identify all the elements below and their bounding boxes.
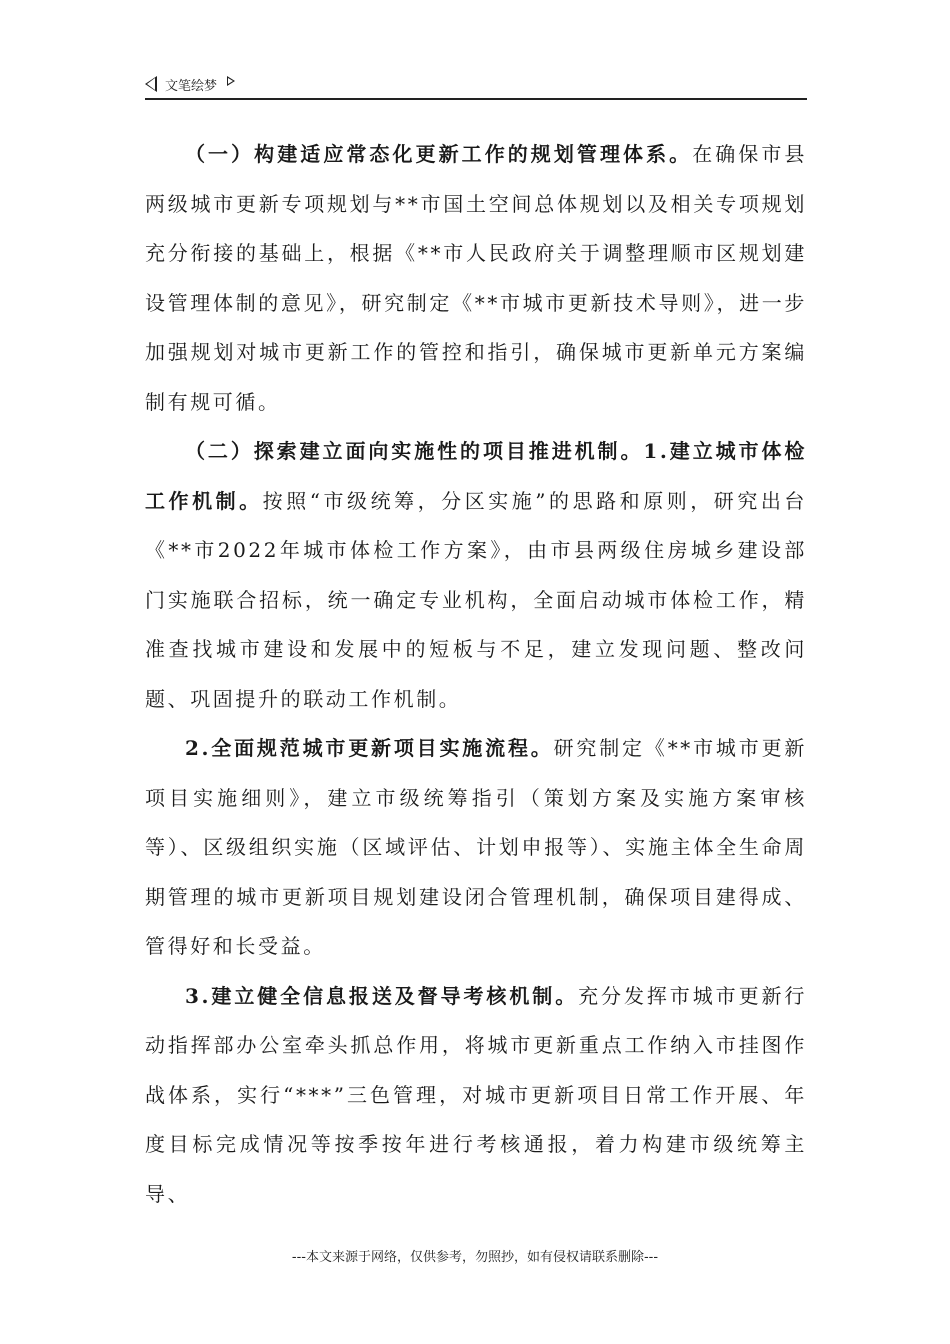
paragraph-4-text: 充分发挥市城市更新行动指挥部办公室牵头抓总作用，将城市更新重点工作纳入市挂图作战体系，实行“***”三色管理，对城市更新项目日常工作开展、年度目标完成情况等按季按年进行考核通报，着力构建市级统筹主导、 [145,983,808,1206]
header-brand [145,72,807,96]
paragraph-3 [145,724,807,972]
brand-label: 文笔绘梦 [165,78,218,94]
page-footer [0,1246,950,1265]
paragraph-3-text: 研究制定《**市城市更新项目实施细则》，建立市级统筹指引（策划方案及实施方案审核等）、区级组织实施（区域评估、计划申报等）、实施主体全生命周期管理的城市更新项目规划建设闭合管理机制，确保项目建得成、管得好和长受益。 [145,736,807,958]
triangle-left-icon [145,76,157,92]
paragraph-4 [145,972,807,1220]
paragraph-2-heading: （二）探索建立面向实施性的项目推进机制。1.建立城市体检工作机制。 [145,439,807,513]
paragraph-1-text: 在确保市县两级城市更新专项规划与**市国土空间总体规划以及相关专项规划充分衔接的基础上，根据《**市人民政府关于调整理顺市区规划建设管理体制的意见》，研究制定《**市城市更新技术导则》，进一步加强规划对城市更新工作的管控和指引，确保城市更新单元方案编制有规可循。 [145,142,808,414]
paragraph-1-heading: （一）构建适应常态化更新工作的规划管理体系。 [185,142,693,166]
paragraph-1 [145,130,807,427]
document-body [145,130,807,1219]
footer-disclaimer: ---本文来源于网络，仅供参考，勿照抄，如有侵权请联系删除--- [291,1250,659,1265]
paragraph-4-heading: 3.建立健全信息报送及督导考核机制。 [185,983,579,1008]
paragraph-3-heading: 2.全面规范城市更新项目实施流程。 [185,736,554,760]
paragraph-2 [145,427,807,724]
triangle-right-icon [227,76,235,86]
paragraph-2-text: 按照“市级统筹，分区实施”的思路和原则，研究出台《**市2022年城市体检工作方案》，由市县两级住房城乡建设部门实施联合招标，统一确定专业机构，全面启动城市体检工作，精准查找城市建设和发展中的短板与不足，建立发现问题、整改问题、巩固提升的联动工作机制。 [145,488,807,711]
page-header [145,72,807,100]
